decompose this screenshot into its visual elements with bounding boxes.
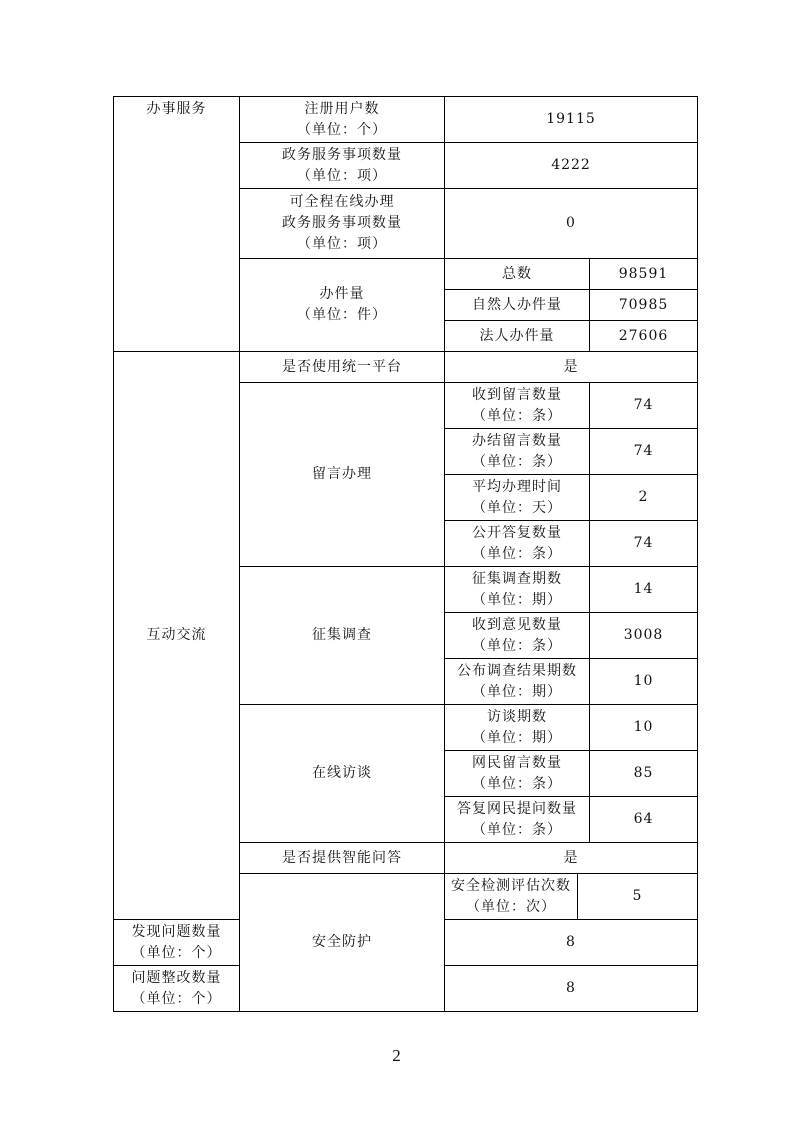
- value-unified-platform: 是: [445, 352, 698, 383]
- value-legal: 27606: [590, 321, 698, 352]
- sub-label-completed: 办结留言数量 （单位：条）: [445, 429, 590, 475]
- row-label-online-items: 可全程在线办理 政务服务事项数量 （单位：项）: [240, 189, 445, 259]
- page-number: 2: [392, 1046, 401, 1065]
- sub-label-total: 总数: [445, 259, 590, 290]
- value-survey-periods: 14: [590, 567, 698, 613]
- section-label-service: 办事服务: [114, 97, 240, 352]
- group-label-interviews: 在线访谈: [240, 705, 445, 843]
- value-opinions: 3008: [590, 613, 698, 659]
- sub-label-interview-periods: 访谈期数 （单位：期）: [445, 705, 590, 751]
- sub-label-avg-time: 平均办理时间 （单位：天）: [445, 475, 590, 521]
- section-label-security: 安全防护: [240, 874, 445, 1012]
- row-label-smart-qa: 是否提供智能问答: [240, 843, 445, 874]
- value-issues-fixed: 8: [445, 966, 698, 1012]
- value-smart-qa: 是: [445, 843, 698, 874]
- sub-label-answered: 答复网民提问数量 （单位：条）: [445, 797, 590, 843]
- group-label-messages: 留言办理: [240, 383, 445, 567]
- row-label-service-items: 政务服务事项数量 （单位：项）: [240, 143, 445, 189]
- sub-label-public-replies: 公开答复数量 （单位：条）: [445, 521, 590, 567]
- value-natural: 70985: [590, 290, 698, 321]
- value-public-replies: 74: [590, 521, 698, 567]
- value-answered: 64: [590, 797, 698, 843]
- value-netizen-msgs: 85: [590, 751, 698, 797]
- sub-label-received: 收到留言数量 （单位：条）: [445, 383, 590, 429]
- group-label-surveys: 征集调查: [240, 567, 445, 705]
- section-label-interaction: 互动交流: [114, 352, 240, 920]
- value-service-items: 4222: [445, 143, 698, 189]
- sub-label-legal: 法人办件量: [445, 321, 590, 352]
- sub-label-natural: 自然人办件量: [445, 290, 590, 321]
- sub-label-survey-periods: 征集调查期数 （单位：期）: [445, 567, 590, 613]
- row-label-cases: 办件量 （单位：件）: [240, 259, 445, 352]
- row-label-assessments: 安全检测评估次数 （单位：次）: [445, 874, 578, 920]
- value-registered-users: 19115: [445, 97, 698, 143]
- value-completed: 74: [590, 429, 698, 475]
- row-label-issues-fixed: 问题整改数量 （单位：个）: [114, 966, 240, 1012]
- value-online-items: 0: [445, 189, 698, 259]
- row-label-registered-users: 注册用户数 （单位：个）: [240, 97, 445, 143]
- row-label-unified-platform: 是否使用统一平台: [240, 352, 445, 383]
- value-interview-periods: 10: [590, 705, 698, 751]
- sub-label-opinions: 收到意见数量 （单位：条）: [445, 613, 590, 659]
- sub-label-netizen-msgs: 网民留言数量 （单位：条）: [445, 751, 590, 797]
- statistics-table: [113, 96, 698, 1012]
- value-avg-time: 2: [590, 475, 698, 521]
- value-results: 10: [590, 659, 698, 705]
- table-row: [114, 97, 698, 143]
- value-total: 98591: [590, 259, 698, 290]
- value-received: 74: [590, 383, 698, 429]
- value-assessments: 5: [578, 874, 698, 920]
- table-row: [114, 352, 698, 383]
- sub-label-results: 公布调查结果期数 （单位：期）: [445, 659, 590, 705]
- row-label-issues-found: 发现问题数量 （单位：个）: [114, 920, 240, 966]
- value-issues-found: 8: [445, 920, 698, 966]
